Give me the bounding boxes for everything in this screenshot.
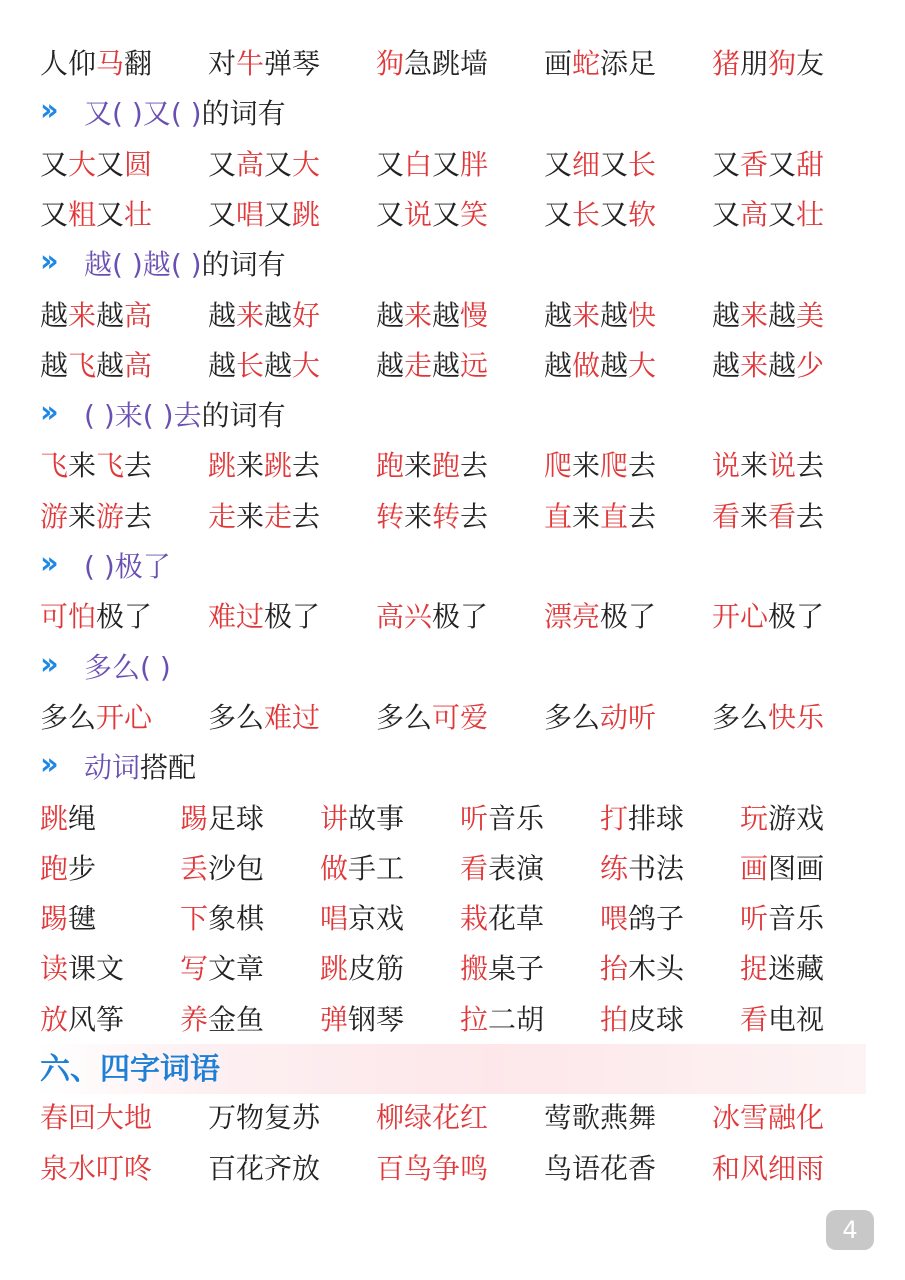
word-item: 下象棋 [180, 902, 265, 935]
section-header-text: 越( )越( )的词有 [84, 248, 286, 281]
four-char-row-1 [0, 1096, 905, 1140]
lai-qu-row-2 [0, 495, 905, 539]
verb-row-1 [0, 797, 905, 841]
word-item: 讲故事 [320, 802, 405, 835]
word-item: 又高又大 [208, 148, 321, 181]
word-item: 跳来跳去 [208, 449, 321, 482]
ji-le-row [0, 595, 905, 639]
word-item: 又大又圆 [40, 148, 153, 181]
word-item: 游来游去 [40, 500, 153, 533]
word-item: 又细又长 [544, 148, 657, 181]
word-item: 拍皮球 [600, 1003, 685, 1036]
word-item: 越来越少 [712, 349, 825, 382]
word-item: 漂亮极了 [544, 600, 657, 633]
word-item: 越来越美 [712, 299, 825, 332]
word-item: 越来越快 [544, 299, 657, 332]
word-item: 搬桌子 [460, 952, 545, 985]
word-item: 百花齐放 [208, 1152, 321, 1185]
section-header-text: ( )来( )去的词有 [84, 399, 286, 432]
word-item: 和风细雨 [712, 1152, 825, 1185]
word-item: 跑来跑去 [376, 449, 489, 482]
word-item: 放风筝 [40, 1003, 125, 1036]
page-number-badge: 4 [826, 1210, 874, 1250]
word-item: 转来转去 [376, 500, 489, 533]
word-item: 多么开心 [40, 701, 153, 734]
word-item: 爬来爬去 [544, 449, 657, 482]
you-you-row-1 [0, 143, 905, 187]
word-item: 高兴极了 [376, 600, 489, 633]
double-chevron-right-icon: ›› [40, 244, 53, 279]
word-item: 直来直去 [544, 500, 657, 533]
section-header-yue-yue [40, 243, 860, 287]
word-item: 越来越高 [40, 299, 153, 332]
word-item: 弹钢琴 [320, 1003, 405, 1036]
double-chevron-right-icon: ›› [40, 395, 53, 430]
word-item: 丢沙包 [180, 852, 265, 885]
word-item: 写文章 [180, 952, 265, 985]
word-item: 飞来飞去 [40, 449, 153, 482]
word-item: 喂鸽子 [600, 902, 685, 935]
word-item: 柳绿花红 [376, 1101, 489, 1134]
word-item: 多么动听 [544, 701, 657, 734]
word-item: 玩游戏 [740, 802, 825, 835]
word-item: 万物复苏 [208, 1101, 321, 1134]
word-item: 越长越大 [208, 349, 321, 382]
word-item: 做手工 [320, 852, 405, 885]
word-item: 冰雪融化 [712, 1101, 825, 1134]
verb-row-3 [0, 897, 905, 941]
lai-qu-row-1 [0, 444, 905, 488]
word-item: 鸟语花香 [544, 1152, 657, 1185]
section-header-lai-qu [40, 394, 860, 438]
word-item: 越走越远 [376, 349, 489, 382]
section-header-ji-le [40, 545, 860, 589]
word-item: 说来说去 [712, 449, 825, 482]
word-item: 听音乐 [740, 902, 825, 935]
verb-row-2 [0, 847, 905, 891]
double-chevron-right-icon: ›› [40, 747, 53, 782]
section-header-duo-me [40, 646, 860, 690]
word-item: 踢毽 [40, 902, 97, 935]
word-item: 越做越大 [544, 349, 657, 382]
word-item: 越来越好 [208, 299, 321, 332]
yue-yue-row-1 [0, 294, 905, 338]
yue-yue-row-2 [0, 344, 905, 388]
word-item: 看表演 [460, 852, 545, 885]
word-item: 又说又笑 [376, 198, 489, 231]
idiom-row [0, 42, 905, 86]
you-you-row-2 [0, 193, 905, 237]
word-item: 抬木头 [600, 952, 685, 985]
word-item: 泉水叮咚 [40, 1152, 153, 1185]
word-item: 看电视 [740, 1003, 825, 1036]
word-item: 养金鱼 [180, 1003, 265, 1036]
word-item: 开心极了 [712, 600, 825, 633]
section-header-you-you [40, 92, 860, 136]
section-header-text: 动词搭配 [84, 751, 197, 784]
word-item: 对牛弹琴 [208, 47, 321, 80]
section-header-text: ( )极了 [84, 550, 171, 583]
word-item: 莺歌燕舞 [544, 1101, 657, 1134]
verb-row-4 [0, 947, 905, 991]
word-item: 拉二胡 [460, 1003, 545, 1036]
word-item: 栽花草 [460, 902, 545, 935]
word-item: 画图画 [740, 852, 825, 885]
double-chevron-right-icon: ›› [40, 546, 53, 581]
word-item: 听音乐 [460, 802, 545, 835]
word-item: 又粗又壮 [40, 198, 153, 231]
word-item: 可怕极了 [40, 600, 153, 633]
word-item: 走来走去 [208, 500, 321, 533]
word-item: 唱京戏 [320, 902, 405, 935]
word-item: 又香又甜 [712, 148, 825, 181]
word-item: 越来越慢 [376, 299, 489, 332]
word-item: 多么难过 [208, 701, 321, 734]
word-item: 狗急跳墙 [376, 47, 489, 80]
double-chevron-right-icon: ›› [40, 93, 53, 128]
word-item: 练书法 [600, 852, 685, 885]
word-item: 跳皮筋 [320, 952, 405, 985]
word-item: 难过极了 [208, 600, 321, 633]
word-item: 春回大地 [40, 1101, 153, 1134]
word-item: 又白又胖 [376, 148, 489, 181]
word-item: 打排球 [600, 802, 685, 835]
word-item: 跳绳 [40, 802, 97, 835]
word-item: 多么可爱 [376, 701, 489, 734]
word-item: 越飞越高 [40, 349, 153, 382]
word-item: 捉迷藏 [740, 952, 825, 985]
section-header-text: 多么( ) [84, 651, 171, 684]
duo-me-row [0, 696, 905, 740]
section-title-four-char: 六、四字词语 [40, 1052, 220, 1087]
word-item: 又高又壮 [712, 198, 825, 231]
word-item: 多么快乐 [712, 701, 825, 734]
word-item: 又唱又跳 [208, 198, 321, 231]
word-item: 跑步 [40, 852, 97, 885]
word-item: 又长又软 [544, 198, 657, 231]
word-item: 猪朋狗友 [712, 47, 825, 80]
word-item: 人仰马翻 [40, 47, 153, 80]
word-item: 踢足球 [180, 802, 265, 835]
section-header-verbs [40, 746, 860, 790]
word-item: 画蛇添足 [544, 47, 657, 80]
word-item: 读课文 [40, 952, 125, 985]
word-item: 看来看去 [712, 500, 825, 533]
verb-row-5 [0, 998, 905, 1042]
section-header-text: 又( )又( )的词有 [84, 97, 286, 130]
double-chevron-right-icon: ›› [40, 647, 53, 682]
four-char-row-2 [0, 1147, 905, 1191]
word-item: 百鸟争鸣 [376, 1152, 489, 1185]
